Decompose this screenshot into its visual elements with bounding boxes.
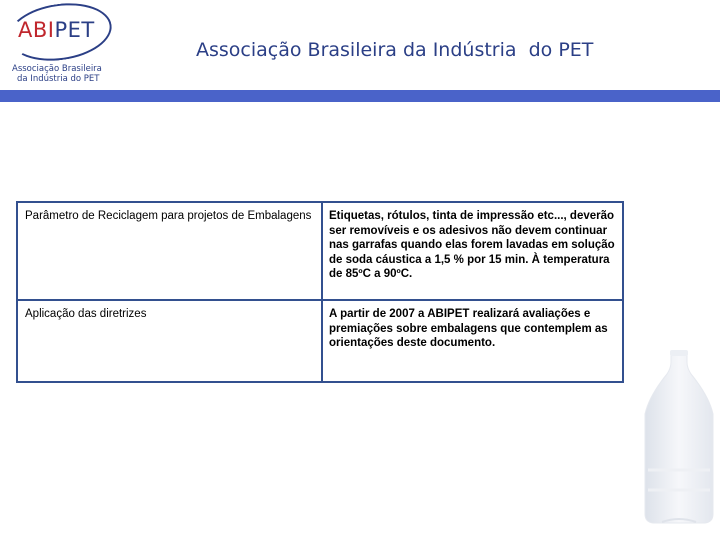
row-label: Aplicação das diretrizes bbox=[17, 300, 322, 382]
logo-subtitle bbox=[12, 64, 102, 84]
header-divider-bar bbox=[0, 90, 720, 102]
table-row bbox=[17, 202, 623, 300]
logo-abi-text: ABI bbox=[18, 18, 55, 42]
recycling-criteria-table bbox=[16, 201, 624, 383]
logo-pet-text: PET bbox=[54, 18, 95, 42]
row-value: A partir de 2007 a ABIPET realizará avaliações e premiações sobre embalagens que contemplem as orientações deste documento. bbox=[322, 300, 623, 382]
logo-subtitle-line2: da Indústria do PET bbox=[17, 74, 100, 84]
logo-wordmark bbox=[18, 18, 95, 42]
page-title: Associação Brasileira da Indústria do PET bbox=[196, 39, 594, 61]
logo-subtitle-line1: Associação Brasileira bbox=[12, 64, 102, 74]
row-value: Etiquetas, rótulos, tinta de impressão etc..., deverão ser removíveis e os adesivos não devem continuar nas garrafas quando elas forem lavadas em solução de soda cáustica a 1,5 % por 15 min. À temperatura de 85ºC a 90ºC. bbox=[322, 202, 623, 300]
table-row bbox=[17, 300, 623, 382]
abipet-logo bbox=[6, 2, 116, 86]
row-label: Parâmetro de Reciclagem para projetos de Embalagens bbox=[17, 202, 322, 300]
pet-bottle-watermark bbox=[640, 350, 718, 525]
